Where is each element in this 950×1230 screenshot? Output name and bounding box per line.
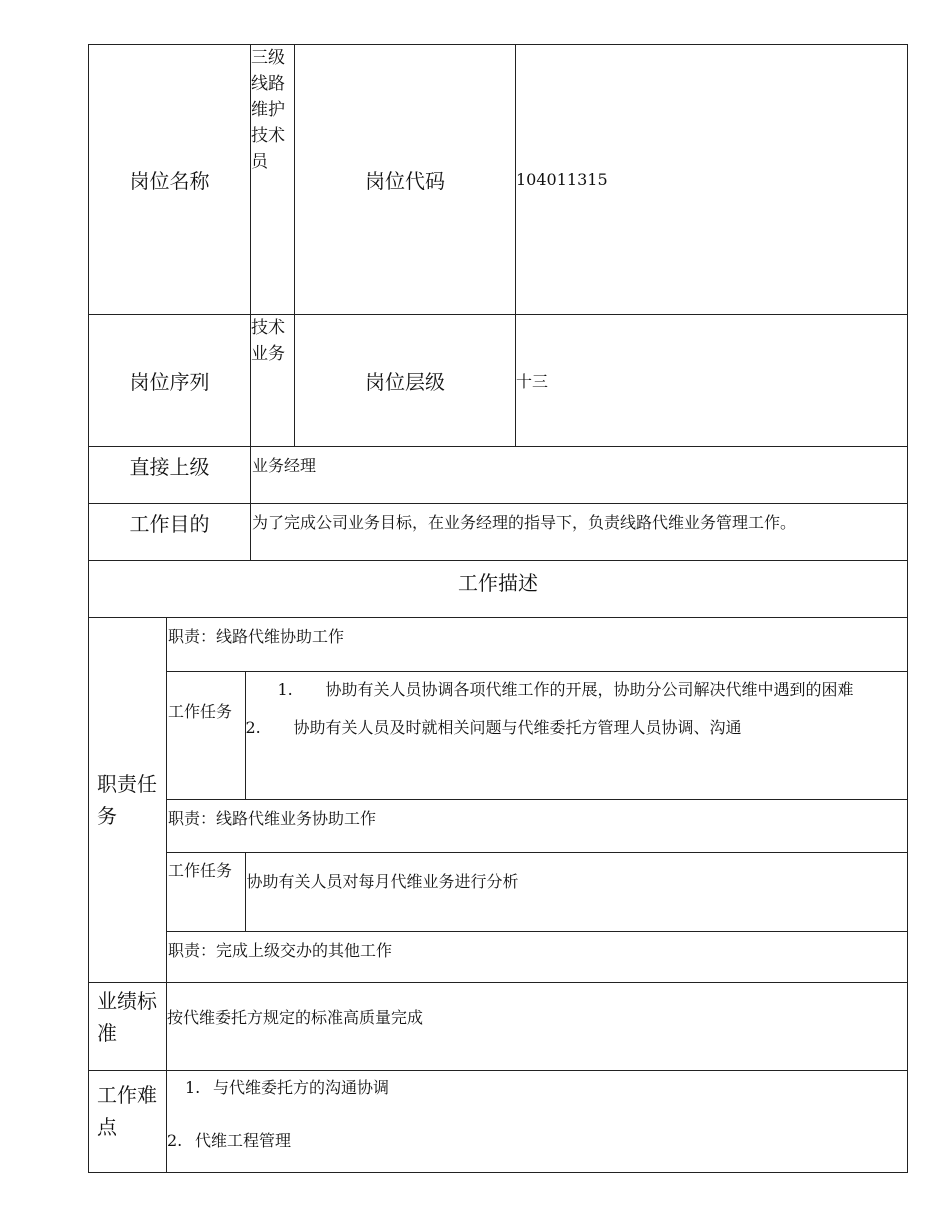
position-name-label: 岗位名称 xyxy=(89,45,251,315)
difficulties-label: 工作难点 xyxy=(89,1071,167,1173)
difficulty-1: 1. 与代维委托方的沟通协调 xyxy=(185,1078,390,1097)
work-description-title: 工作描述 xyxy=(89,561,908,618)
duty-2-task-label: 工作任务 xyxy=(167,852,245,931)
work-purpose-label: 工作目的 xyxy=(89,504,251,561)
difficulty-2: 2. 代维工程管理 xyxy=(167,1131,292,1150)
performance-label: 业绩标准 xyxy=(89,983,167,1071)
duty-2-task: 协助有关人员对每月代维业务进行分析 xyxy=(245,852,907,931)
position-sequence-value: 技术业务 xyxy=(251,315,295,447)
direct-superior-label: 直接上级 xyxy=(89,447,251,504)
position-code-value: 104011315 xyxy=(516,45,908,315)
position-name-value: 三级线路维护技术员 xyxy=(251,45,295,315)
duty-1-task-1: 1. 协助有关人员协调各项代维工作的开展，协助分公司解决代维中遇到的困难 xyxy=(277,679,854,699)
position-level-label: 岗位层级 xyxy=(295,315,516,447)
duties-inner-table xyxy=(167,618,907,982)
duty-3: 职责：完成上级交办的其他工作 xyxy=(167,931,907,982)
work-purpose-value: 为了完成公司业务目标，在业务经理的指导下，负责线路代维业务管理工作。 xyxy=(251,504,908,561)
performance-value: 按代维委托方规定的标准高质量完成 xyxy=(167,983,908,1071)
position-code-label: 岗位代码 xyxy=(295,45,516,315)
duty-2: 职责：线路代维业务协助工作 xyxy=(167,799,907,852)
difficulties-list xyxy=(167,1071,908,1173)
duty-1-task-2: 2. 协助有关人员及时就相关问题与代维委托方管理人员协调、沟通 xyxy=(245,717,742,737)
job-description-form xyxy=(88,44,907,1172)
direct-superior-value: 业务经理 xyxy=(251,447,908,504)
position-level-value: 十三 xyxy=(516,315,908,447)
duty-1-tasks xyxy=(245,671,907,799)
duties-label: 职责任务 xyxy=(89,618,167,983)
position-sequence-label: 岗位序列 xyxy=(89,315,251,447)
job-table xyxy=(88,44,908,1173)
duties-block xyxy=(167,618,908,983)
duty-1: 职责：线路代维协助工作 xyxy=(167,618,907,671)
duty-1-task-label: 工作任务 xyxy=(167,671,245,799)
